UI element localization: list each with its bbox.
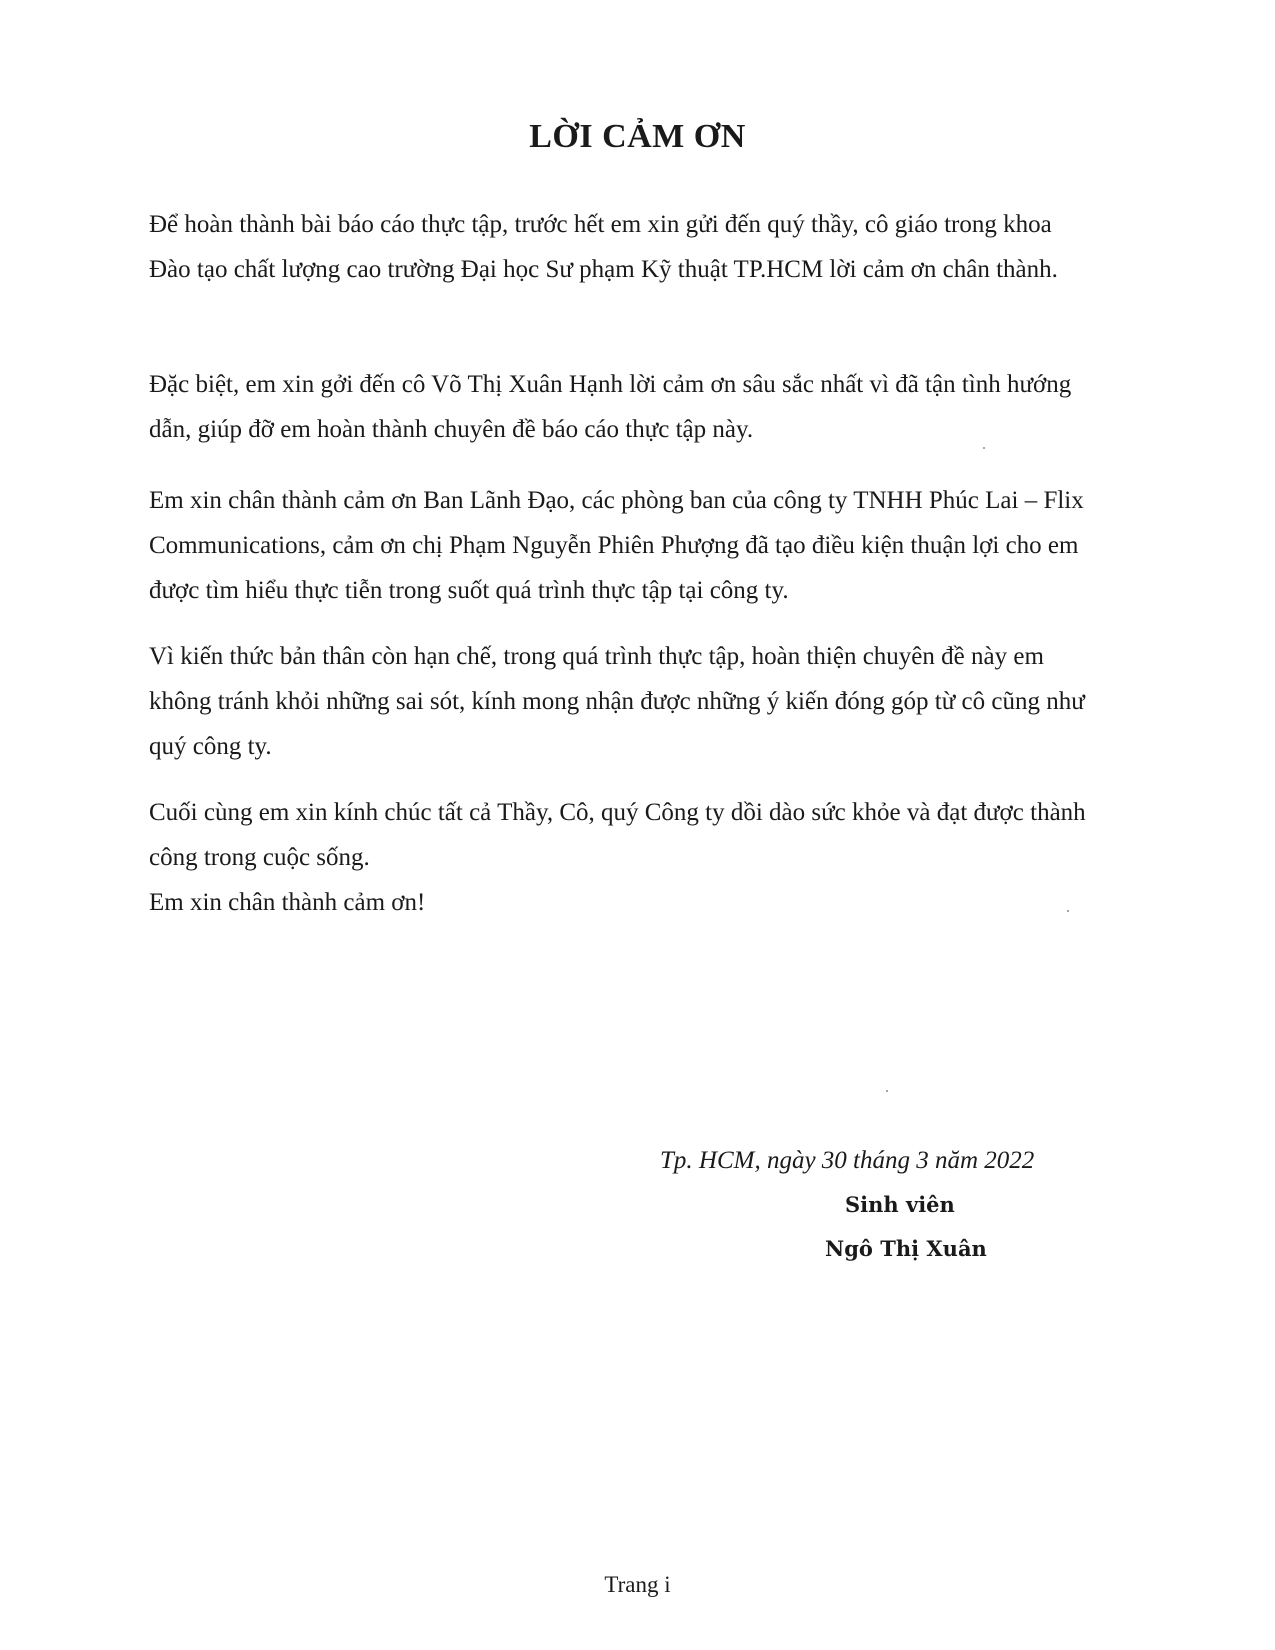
- signature-name: Ngô Thị Xuân: [825, 1236, 987, 1261]
- paragraph-advisor-thanks: Đặc biệt, em xin gởi đến cô Võ Thị Xuân Hạnh lời cảm ơn sâu sắc nhất vì đã tận tình hướng dẫn, giúp đỡ em hoàn thành chuyên đề báo cáo thực tập này.: [149, 371, 1072, 443]
- closing-wishes: Cuối cùng em xin kính chúc tất cả Thầy, Cô, quý Công ty dồi dào sức khỏe và đạt được thành công trong cuộc sống.: [149, 799, 1086, 871]
- signature-block: [660, 1138, 1080, 1271]
- signature-date: Tp. HCM, ngày 30 tháng 3 năm 2022: [660, 1147, 1035, 1174]
- scan-speck: [983, 447, 985, 449]
- signature-role: Sinh viên: [845, 1192, 955, 1217]
- paragraph-intro: Để hoàn thành bài báo cáo thực tập, trước hết em xin gửi đến quý thầy, cô giáo trong khoa Đào tạo chất lượng cao trường Đại học Sư phạm Kỹ thuật TP.HCM lời cảm ơn chân thành.: [149, 211, 1058, 283]
- paragraph-limitations: Vì kiến thức bản thân còn hạn chế, trong quá trình thực tập, hoàn thiện chuyên đề này em không tránh khỏi những sai sót, kính mong nhận được những ý kiến đóng góp từ cô cũng như quý công ty.: [149, 643, 1085, 760]
- page-title: LỜI CẢM ƠN: [529, 118, 746, 155]
- scan-speck: [1067, 910, 1069, 912]
- page-number: Trang i: [604, 1572, 671, 1597]
- scan-speck: [886, 1090, 888, 1092]
- closing-thanks: Em xin chân thành cảm ơn!: [149, 889, 426, 916]
- paragraph-closing: [149, 790, 1089, 925]
- paragraph-company-thanks: Em xin chân thành cảm ơn Ban Lãnh Đạo, các phòng ban của công ty TNHH Phúc Lai – Flix Communications, cảm ơn chị Phạm Nguyễn Phiên Phượng đã tạo điều kiện thuận lợi cho em được tìm hiểu thực tiễn trong suốt quá trình thực tập tại công ty.: [149, 487, 1084, 604]
